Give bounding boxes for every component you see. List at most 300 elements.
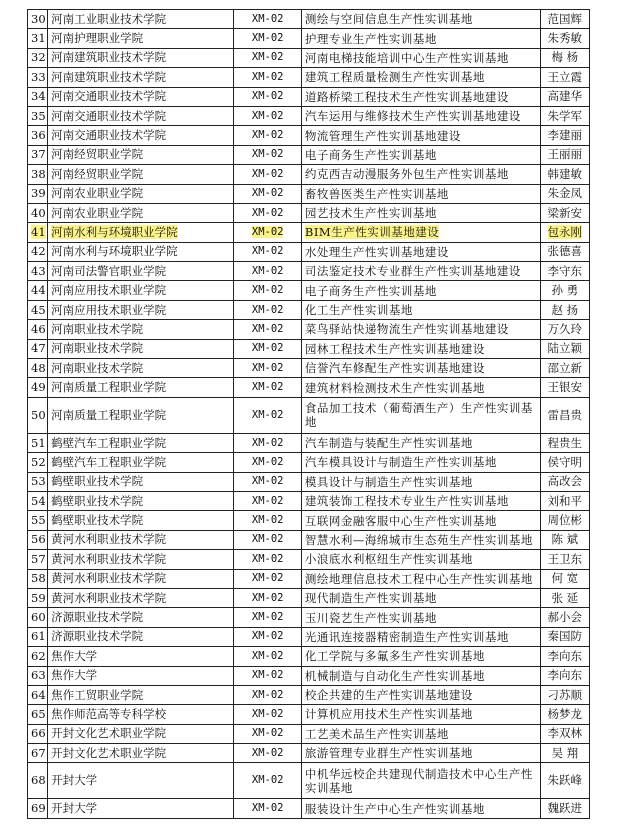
person-in-charge-cell-text: 何 宽 <box>551 571 579 586</box>
project-code-cell <box>234 569 301 588</box>
project-code-cell <box>234 339 301 358</box>
school-name-cell <box>48 87 234 106</box>
school-name-cell <box>48 262 234 281</box>
row-number-cell-text: 49 <box>31 380 46 395</box>
project-code-cell-text: XM-02 <box>251 475 284 488</box>
row-number-cell <box>28 29 48 48</box>
row-number-cell <box>28 126 48 145</box>
row-number-cell-text: 60 <box>31 610 46 625</box>
row-number-cell-text: 33 <box>31 69 46 84</box>
project-code-cell <box>234 126 301 145</box>
row-number-cell-text: 46 <box>31 321 46 336</box>
project-name-cell <box>301 262 540 281</box>
project-name-cell <box>301 106 540 125</box>
project-name-cell-text: 玉川瓷艺生产性实训基地 <box>304 610 437 625</box>
row-number-cell-text: 57 <box>31 551 46 566</box>
person-in-charge-cell <box>540 724 589 743</box>
row-number-cell-text: 32 <box>31 50 46 65</box>
person-in-charge-cell-text: 吴 翔 <box>551 745 579 760</box>
project-code-cell-text: XM-02 <box>251 802 284 815</box>
project-code-cell-text: XM-02 <box>251 746 284 759</box>
row-number-cell <box>28 48 48 67</box>
school-name-cell-text: 河南经贸职业学院 <box>51 166 144 181</box>
school-name-cell-text: 河南质量工程职业学院 <box>51 380 167 395</box>
project-code-cell-text: XM-02 <box>251 591 284 604</box>
row-number-cell <box>28 68 48 87</box>
project-code-cell <box>234 666 301 685</box>
person-in-charge-cell-text: 魏跃进 <box>547 801 583 816</box>
project-name-cell <box>301 184 540 203</box>
project-name-cell <box>301 300 540 319</box>
project-code-cell-text: XM-02 <box>251 361 284 374</box>
project-name-cell-text: 测绘与空间信息生产性实训基地 <box>304 12 473 27</box>
person-in-charge-cell-text: 韩建敏 <box>547 166 583 181</box>
project-name-cell-text: 电子商务生产性实训基地 <box>304 283 437 298</box>
project-code-cell-text: XM-02 <box>251 630 284 643</box>
school-name-cell <box>48 203 234 222</box>
project-code-cell-text: XM-02 <box>251 381 284 394</box>
person-in-charge-cell-text: 李向东 <box>547 648 583 663</box>
school-name-cell <box>48 608 234 627</box>
table-row <box>28 799 590 818</box>
row-number-cell <box>28 799 48 818</box>
person-in-charge-cell-text: 梁新安 <box>547 205 583 220</box>
project-code-cell-text: XM-02 <box>251 436 284 449</box>
school-name-cell <box>48 242 234 261</box>
school-name-cell <box>48 126 234 145</box>
table-row <box>28 685 590 704</box>
project-name-cell <box>301 550 540 569</box>
person-in-charge-cell <box>540 87 589 106</box>
row-number-cell-text: 65 <box>31 706 46 721</box>
table-row <box>28 184 590 203</box>
school-name-cell-text: 济源职业技术学院 <box>51 610 144 625</box>
school-name-cell-text: 河南职业技术学院 <box>51 360 144 375</box>
row-number-cell-text: 42 <box>31 244 46 259</box>
person-in-charge-cell <box>540 359 589 378</box>
school-name-cell <box>48 184 234 203</box>
school-name-cell <box>48 68 234 87</box>
school-name-cell <box>48 550 234 569</box>
table-row <box>28 511 590 530</box>
project-name-cell <box>301 763 540 799</box>
row-number-cell <box>28 242 48 261</box>
project-code-cell-text: XM-02 <box>251 552 284 565</box>
school-name-cell-text: 河南建筑职业技术学院 <box>51 50 167 65</box>
school-name-cell <box>48 705 234 724</box>
person-in-charge-cell-text: 张德喜 <box>547 244 583 259</box>
school-name-cell-text: 焦作大学 <box>51 668 98 683</box>
school-name-cell <box>48 799 234 818</box>
table-row <box>28 126 590 145</box>
table-row <box>28 339 590 358</box>
project-name-cell <box>301 68 540 87</box>
project-name-cell-text: 园艺技术生产性实训基地 <box>304 206 437 221</box>
project-code-cell-text: XM-02 <box>251 455 284 468</box>
project-code-cell-text: XM-02 <box>251 611 284 624</box>
row-number-cell <box>28 397 48 433</box>
project-name-cell <box>301 491 540 510</box>
person-in-charge-cell-text: 高改会 <box>547 474 583 489</box>
project-code-cell-text: XM-02 <box>251 494 284 507</box>
table-row <box>28 744 590 763</box>
project-code-cell-text: XM-02 <box>251 707 284 720</box>
project-name-cell-text: 智慧水利—海绵城市生态苑生产性实训基地 <box>304 532 533 547</box>
table-row <box>28 145 590 164</box>
project-name-cell-text: 食品加工技术（葡萄酒生产）生产性实训基地 <box>304 401 533 430</box>
project-name-cell-text: 汽车模具设计与制造生产性实训基地 <box>304 455 497 470</box>
school-name-cell <box>48 29 234 48</box>
school-name-cell <box>48 627 234 646</box>
row-number-cell-text: 43 <box>31 263 46 278</box>
project-code-cell-text: XM-02 <box>251 148 284 161</box>
school-name-cell-text: 河南水利与环境职业学院 <box>51 224 178 239</box>
row-number-cell-text: 51 <box>31 435 46 450</box>
project-name-cell-text: 道路桥梁工程技术生产性实训基地建设 <box>304 89 509 104</box>
person-in-charge-cell-text: 王丽丽 <box>547 147 583 162</box>
person-in-charge-cell-text: 郝小会 <box>547 610 583 625</box>
project-name-cell-text: 服装设计生产中心生产性实训基地 <box>304 801 485 816</box>
project-name-cell-text: 建筑装饰工程技术专业生产性实训基地 <box>304 494 509 509</box>
person-in-charge-cell-text: 刘和平 <box>547 493 583 508</box>
school-name-cell <box>48 145 234 164</box>
person-in-charge-cell-text: 朱秀敏 <box>547 31 583 46</box>
project-code-cell <box>234 705 301 724</box>
table-row <box>28 647 590 666</box>
table-row <box>28 262 590 281</box>
table-row <box>28 433 590 452</box>
person-in-charge-cell <box>540 511 589 530</box>
row-number-cell-text: 66 <box>31 726 46 741</box>
row-number-cell <box>28 203 48 222</box>
project-code-cell-text: XM-02 <box>251 669 284 682</box>
school-name-cell <box>48 724 234 743</box>
school-name-cell <box>48 433 234 452</box>
project-code-cell-text: XM-02 <box>251 187 284 200</box>
row-number-cell-text: 50 <box>31 407 46 422</box>
project-code-cell <box>234 627 301 646</box>
project-code-cell <box>234 378 301 397</box>
project-code-cell-text: XM-02 <box>251 408 284 421</box>
project-name-cell <box>301 588 540 607</box>
person-in-charge-cell-text: 张 延 <box>551 590 579 605</box>
person-in-charge-cell <box>540 29 589 48</box>
table-row <box>28 29 590 48</box>
school-name-cell <box>48 397 234 433</box>
project-code-cell-text: XM-02 <box>251 572 284 585</box>
project-code-cell-text: XM-02 <box>251 688 284 701</box>
project-code-cell <box>234 453 301 472</box>
project-code-cell <box>234 106 301 125</box>
project-code-cell <box>234 68 301 87</box>
row-number-cell <box>28 281 48 300</box>
school-name-cell-text: 河南应用技术职业学院 <box>51 283 167 298</box>
school-name-cell-text: 焦作师范高等专科学校 <box>51 706 167 721</box>
row-number-cell <box>28 685 48 704</box>
project-code-cell-text: XM-02 <box>251 774 284 787</box>
project-name-cell-text: 菜鸟驿站快递物流生产性实训基地建设 <box>304 322 509 337</box>
person-in-charge-cell <box>540 799 589 818</box>
project-name-cell <box>301 799 540 818</box>
project-code-cell <box>234 145 301 164</box>
school-name-cell <box>48 588 234 607</box>
row-number-cell <box>28 569 48 588</box>
school-name-cell-text: 开封文化艺术职业学院 <box>51 745 167 760</box>
project-name-cell <box>301 48 540 67</box>
project-name-cell <box>301 433 540 452</box>
row-number-cell-text: 53 <box>31 474 46 489</box>
project-name-cell-text: 现代制造生产性实训基地 <box>304 591 437 606</box>
project-code-cell <box>234 281 301 300</box>
table-row <box>28 453 590 472</box>
row-number-cell-text: 39 <box>31 186 46 201</box>
person-in-charge-cell <box>540 608 589 627</box>
person-in-charge-cell-text: 杨梦龙 <box>547 706 583 721</box>
school-name-cell-text: 河南职业技术学院 <box>51 341 144 356</box>
project-name-cell-text: 建筑材料检测技术生产性实训基地 <box>304 380 485 395</box>
project-name-cell <box>301 647 540 666</box>
project-name-cell-text: 化工学院与多氟多生产性实训基地 <box>304 649 485 664</box>
school-name-cell <box>48 223 234 242</box>
row-number-cell-text: 64 <box>31 687 46 702</box>
row-number-cell-text: 58 <box>31 571 46 586</box>
project-code-cell <box>234 491 301 510</box>
row-number-cell-text: 31 <box>31 31 46 46</box>
project-name-cell <box>301 145 540 164</box>
project-code-cell <box>234 472 301 491</box>
project-name-cell-text: 中机华远校企共建现代制造技术中心生产性实训基地 <box>304 766 533 795</box>
project-name-cell <box>301 705 540 724</box>
project-code-cell-text: XM-02 <box>251 206 284 219</box>
table-row <box>28 397 590 433</box>
project-code-cell <box>234 799 301 818</box>
row-number-cell <box>28 433 48 452</box>
school-name-cell-text: 河南农业职业学院 <box>51 186 144 201</box>
person-in-charge-cell-text: 刁苏顺 <box>547 687 583 702</box>
project-name-cell-text: 光通讯连接器精密制造生产性实训基地 <box>304 629 509 644</box>
table-row <box>28 106 590 125</box>
project-name-cell-text: BIM生产性实训基地建设 <box>304 225 440 240</box>
row-number-cell-text: 61 <box>31 629 46 644</box>
table-row <box>28 281 590 300</box>
project-name-cell-text: 旅游管理专业群生产性实训基地 <box>304 746 473 761</box>
school-name-cell-text: 焦作大学 <box>51 648 98 663</box>
school-name-cell-text: 河南经贸职业学院 <box>51 147 144 162</box>
project-code-cell-text: XM-02 <box>251 514 284 527</box>
project-code-cell <box>234 262 301 281</box>
row-number-cell <box>28 359 48 378</box>
project-name-cell-text: 汽车制造与装配生产性实训基地 <box>304 436 473 450</box>
school-name-cell-text: 鹤壁职业技术学院 <box>51 474 144 489</box>
project-code-cell-text: XM-02 <box>251 70 284 83</box>
project-name-cell-text: 畜牧兽医类生产性实训基地 <box>304 186 449 201</box>
row-number-cell-text: 69 <box>31 801 46 816</box>
project-name-cell <box>301 530 540 549</box>
school-name-cell <box>48 685 234 704</box>
project-name-cell <box>301 378 540 397</box>
person-in-charge-cell <box>540 320 589 339</box>
table-row <box>28 87 590 106</box>
person-in-charge-cell <box>540 242 589 261</box>
project-code-cell <box>234 29 301 48</box>
person-in-charge-cell <box>540 705 589 724</box>
row-number-cell-text: 40 <box>31 205 46 220</box>
person-in-charge-cell <box>540 588 589 607</box>
row-number-cell <box>28 608 48 627</box>
project-name-cell-text: 电子商务生产性实训基地 <box>304 147 437 162</box>
table-row <box>28 203 590 222</box>
person-in-charge-cell-text: 朱跃峰 <box>547 773 583 788</box>
row-number-cell-text: 36 <box>31 128 46 143</box>
project-name-cell-text: 互联网金融客服中心生产性实训基地 <box>304 513 497 528</box>
table-row <box>28 68 590 87</box>
project-code-cell <box>234 530 301 549</box>
row-number-cell-text: 34 <box>31 89 46 104</box>
row-number-cell-text: 68 <box>31 773 46 788</box>
school-name-cell <box>48 339 234 358</box>
school-name-cell-text: 河南司法警官职业学院 <box>51 263 167 278</box>
person-in-charge-cell-text: 陈 斌 <box>551 532 579 547</box>
project-code-cell-text: XM-02 <box>251 51 284 64</box>
school-name-cell <box>48 165 234 184</box>
project-code-cell <box>234 165 301 184</box>
school-name-cell-text: 河南水利与环境职业学院 <box>51 244 178 259</box>
project-code-cell <box>234 763 301 799</box>
school-name-cell-text: 河南交通职业技术学院 <box>51 89 167 104</box>
project-name-cell-text: 建筑工程质量检测生产性实训基地 <box>304 70 485 85</box>
project-name-cell-text: 机械制造与自动化生产性实训基地 <box>304 668 485 683</box>
project-name-cell <box>301 511 540 530</box>
school-name-cell-text: 河南交通职业技术学院 <box>51 108 167 123</box>
person-in-charge-cell <box>540 627 589 646</box>
person-in-charge-cell-text: 邵立新 <box>547 360 583 375</box>
row-number-cell-text: 45 <box>31 302 46 317</box>
project-name-cell-text: 约克西吉动漫服务外包生产性实训基地 <box>304 167 509 182</box>
person-in-charge-cell-text: 梅 杨 <box>551 50 579 65</box>
table-row <box>28 165 590 184</box>
project-code-cell-text: XM-02 <box>251 264 284 277</box>
person-in-charge-cell <box>540 203 589 222</box>
project-code-cell <box>234 397 301 433</box>
row-number-cell-text: 41 <box>31 224 46 239</box>
project-code-cell-text: XM-02 <box>251 32 284 45</box>
table-row <box>28 300 590 319</box>
person-in-charge-cell-text: 万久玲 <box>547 321 583 336</box>
row-number-cell <box>28 87 48 106</box>
row-number-cell <box>28 10 48 29</box>
person-in-charge-cell <box>540 126 589 145</box>
project-name-cell <box>301 339 540 358</box>
project-name-cell <box>301 10 540 29</box>
table-row <box>28 223 590 242</box>
person-in-charge-cell <box>540 397 589 433</box>
person-in-charge-cell <box>540 647 589 666</box>
school-name-cell <box>48 569 234 588</box>
project-name-cell <box>301 165 540 184</box>
project-name-cell <box>301 453 540 472</box>
school-name-cell-text: 开封大学 <box>51 773 98 788</box>
project-code-cell <box>234 359 301 378</box>
school-name-cell-text: 鹤壁汽车工程职业学院 <box>51 454 167 469</box>
project-code-cell-text: XM-02 <box>251 303 284 316</box>
project-name-cell-text: 模具设计与制造生产性实训基地 <box>304 474 473 489</box>
project-name-cell <box>301 627 540 646</box>
row-number-cell-text: 52 <box>31 454 46 469</box>
school-name-cell-text: 黄河水利职业技术学院 <box>51 571 167 586</box>
person-in-charge-cell-text: 秦国防 <box>547 629 583 644</box>
table-row <box>28 491 590 510</box>
project-code-cell <box>234 87 301 106</box>
project-name-cell-text: 测绘地理信息技术工程中心生产性实训基地 <box>304 571 533 586</box>
project-code-cell-text: XM-02 <box>251 12 284 25</box>
person-in-charge-cell-text: 李建丽 <box>547 128 583 143</box>
person-in-charge-cell <box>540 763 589 799</box>
project-code-cell <box>234 203 301 222</box>
project-code-cell <box>234 10 301 29</box>
school-name-cell <box>48 530 234 549</box>
table-row <box>28 608 590 627</box>
person-in-charge-cell <box>540 165 589 184</box>
person-in-charge-cell <box>540 433 589 452</box>
project-name-cell <box>301 126 540 145</box>
school-name-cell <box>48 511 234 530</box>
school-name-cell-text: 河南建筑职业技术学院 <box>51 69 167 84</box>
row-number-cell-text: 47 <box>31 341 46 356</box>
school-name-cell-text: 河南农业职业学院 <box>51 205 144 220</box>
project-name-cell-text: 河南电梯技能培训中心生产性实训基地 <box>304 50 509 65</box>
project-name-cell <box>301 87 540 106</box>
project-code-cell <box>234 223 301 242</box>
school-name-cell-text: 开封文化艺术职业学院 <box>51 726 167 741</box>
row-number-cell <box>28 744 48 763</box>
row-number-cell <box>28 262 48 281</box>
person-in-charge-cell <box>540 550 589 569</box>
school-name-cell <box>48 647 234 666</box>
project-name-cell-text: 园林工程技术生产性实训基地建设 <box>304 341 485 356</box>
project-code-cell-text: XM-02 <box>251 129 284 142</box>
person-in-charge-cell-text: 侯守明 <box>547 454 583 469</box>
table-row <box>28 588 590 607</box>
project-name-cell <box>301 724 540 743</box>
project-code-cell <box>234 647 301 666</box>
school-name-cell-text: 河南质量工程职业学院 <box>51 407 167 422</box>
row-number-cell-text: 59 <box>31 590 46 605</box>
row-number-cell <box>28 184 48 203</box>
row-number-cell <box>28 530 48 549</box>
school-name-cell <box>48 491 234 510</box>
project-name-cell <box>301 281 540 300</box>
project-code-cell-text: XM-02 <box>251 225 284 238</box>
project-code-cell <box>234 300 301 319</box>
project-name-cell-text: 小浪底水利枢纽生产性实训基地 <box>304 552 473 567</box>
person-in-charge-cell <box>540 184 589 203</box>
row-number-cell <box>28 145 48 164</box>
row-number-cell <box>28 724 48 743</box>
row-number-cell-text: 54 <box>31 493 46 508</box>
table-row <box>28 10 590 29</box>
project-name-cell-text: 计算机应用技术生产性实训基地 <box>304 707 473 722</box>
school-name-cell <box>48 48 234 67</box>
row-number-cell-text: 67 <box>31 745 46 760</box>
table-row <box>28 569 590 588</box>
row-number-cell <box>28 472 48 491</box>
school-name-cell <box>48 666 234 685</box>
person-in-charge-cell-text: 高建华 <box>547 89 583 104</box>
person-in-charge-cell <box>540 106 589 125</box>
school-name-cell-text: 黄河水利职业技术学院 <box>51 532 167 547</box>
project-table-body <box>28 10 590 819</box>
project-code-cell <box>234 550 301 569</box>
